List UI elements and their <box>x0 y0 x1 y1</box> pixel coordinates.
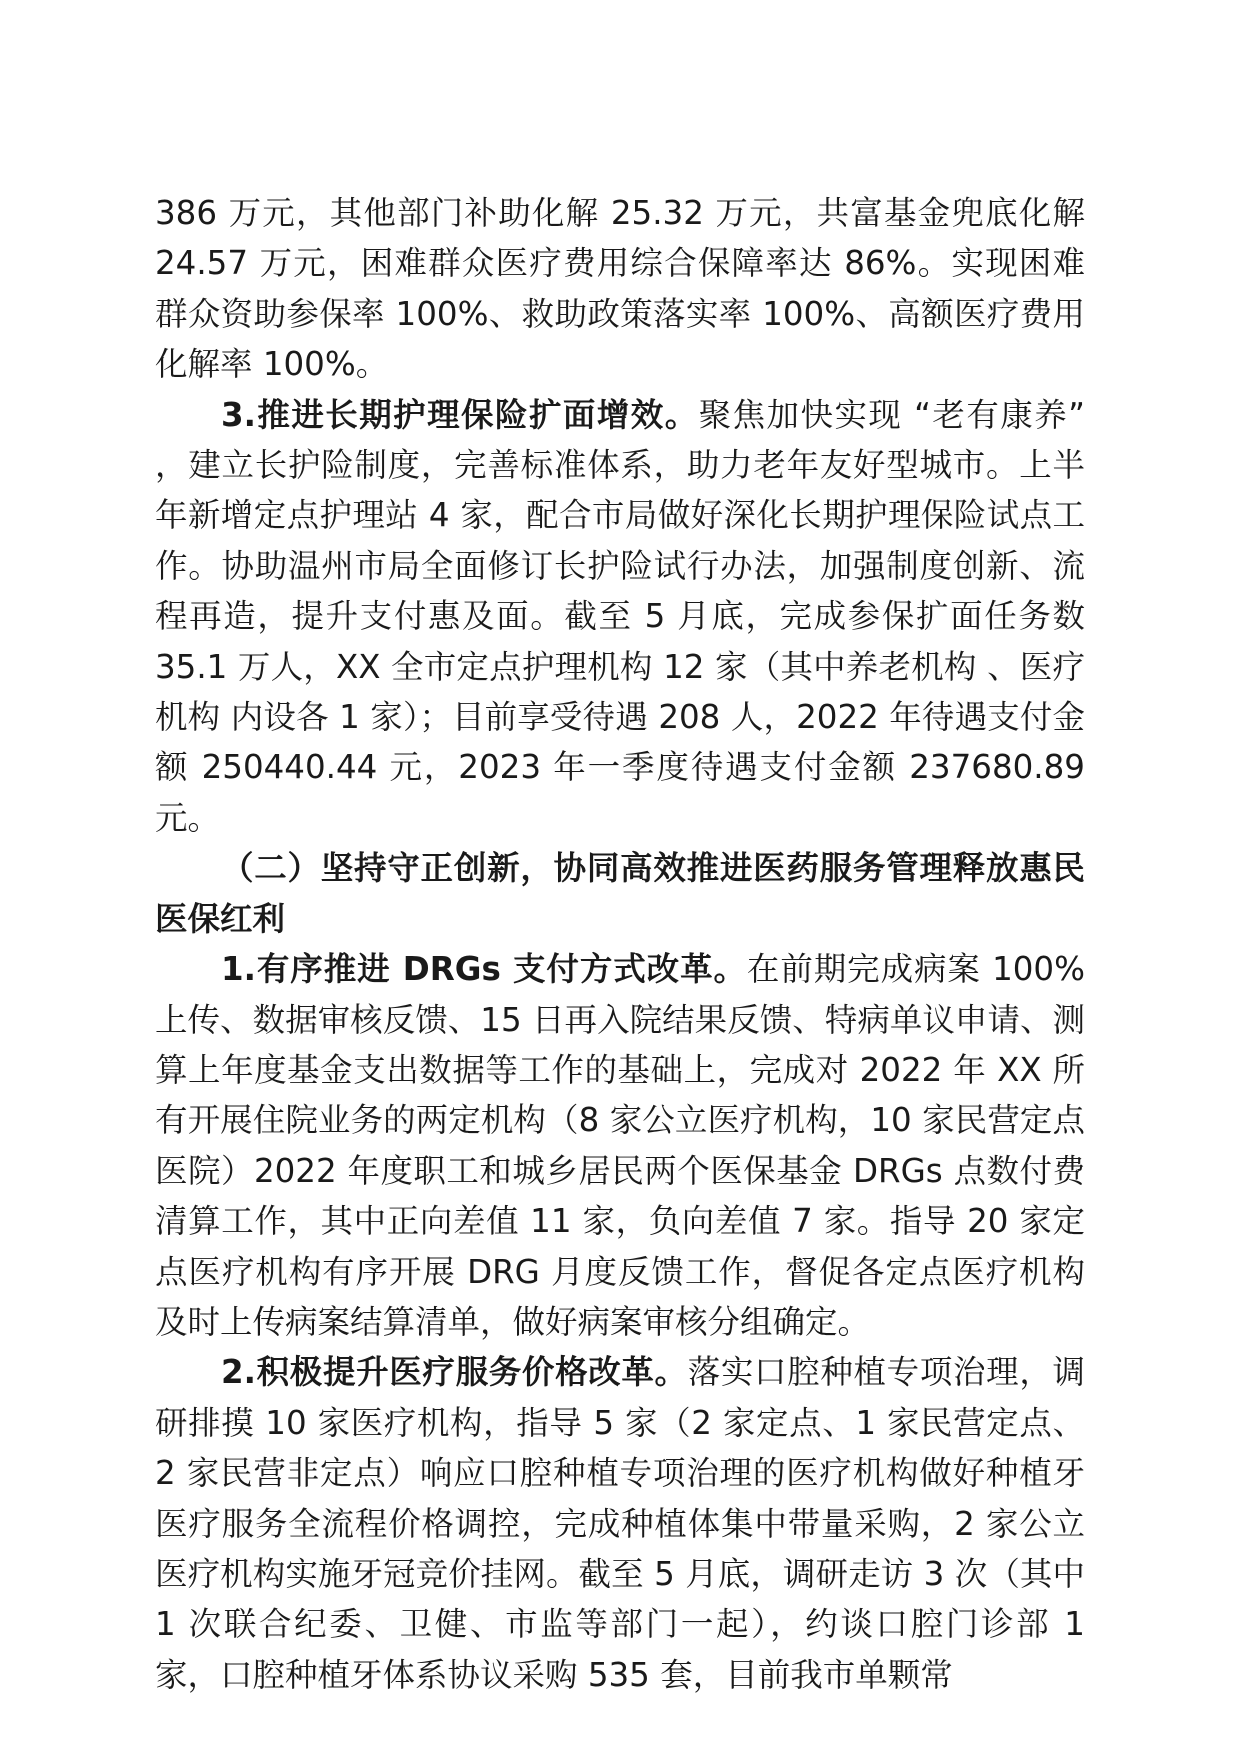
paragraph-text: 在前期完成病案 100%上传、数据审核反馈、15 日再入院结果反馈、特病单议申请、测算上年度基金支出数据等工作的基础上，完成对 2022 年 XX 所有开展住院业务的两定机构（8 家公立医疗机构，10 家民营定点医院）2022 年度职工和城乡居民两个医保基金 DRGs 点数付费清算工作，其中正向差值 11 家，负向差值 7 家。指导 20 家定点医疗机构有序开展 DRG 月度反馈工作，督促各定点医疗机构及时上传病案结算清单，做好病案审核分组确定。 <box>155 950 1085 1341</box>
paragraph-pricing <box>155 1347 1085 1700</box>
paragraph-long-term-care <box>155 390 1085 844</box>
paragraph-lead: 3.推进长期护理保险扩面增效。 <box>221 395 699 434</box>
section-heading: （二）坚持守正创新，协同高效推进医药服务管理释放惠民医保红利 <box>155 849 1085 938</box>
paragraph-lead: 1.有序推进 DRGs 支付方式改革。 <box>221 950 747 989</box>
paragraph-text: 386 万元，其他部门补助化解 25.32 万元，共富基金兜底化解 24.57 万元，困难群众医疗费用综合保障率达 86%。实现困难群众资助参保率 100%、救助政策落实率 100%、高额医疗费用化解率 100%。 <box>155 194 1085 384</box>
document-page <box>155 188 1085 1700</box>
paragraph-drgs <box>155 944 1085 1347</box>
paragraph-text: 落实口腔种植专项治理，调研排摸 10 家医疗机构，指导 5 家（2 家定点、1 家民营定点、2 家民营非定点）响应口腔种植专项治理的医疗机构做好种植牙医疗服务全流程价格调控，完成种植体集中带量采购，2 家公立医疗机构实施牙冠竞价挂网。截至 5 月底，调研走访 3 次（其中 1 次联合纪委、卫健、市监等部门一起），约谈口腔门诊部 1 家，口腔种植牙体系协议采购 535 套，目前我市单颗常 <box>155 1353 1085 1694</box>
paragraph-continuation <box>155 188 1085 390</box>
paragraph-lead: 2.积极提升医疗服务价格改革。 <box>221 1353 688 1392</box>
paragraph-text: 聚焦加快实现 “老有康养” ，建立长护险制度，完善标准体系，助力老年友好型城市。上半年新增定点护理站 4 家，配合市局做好深化长期护理保险试点工作。协助温州市局全面修订长护险试行办法，加强制度创新、流程再造，提升支付惠及面。截至 5 月底，完成参保扩面任务数 35.1 万人，XX 全市定点护理机构 12 家（其中养老机构 、医疗机构 内设各 1 家）；目前享受待遇 208 人，2022 年待遇支付金额 250440.44 元，2023 年一季度待遇支付金额 237680.89 元。 <box>155 395 1085 837</box>
